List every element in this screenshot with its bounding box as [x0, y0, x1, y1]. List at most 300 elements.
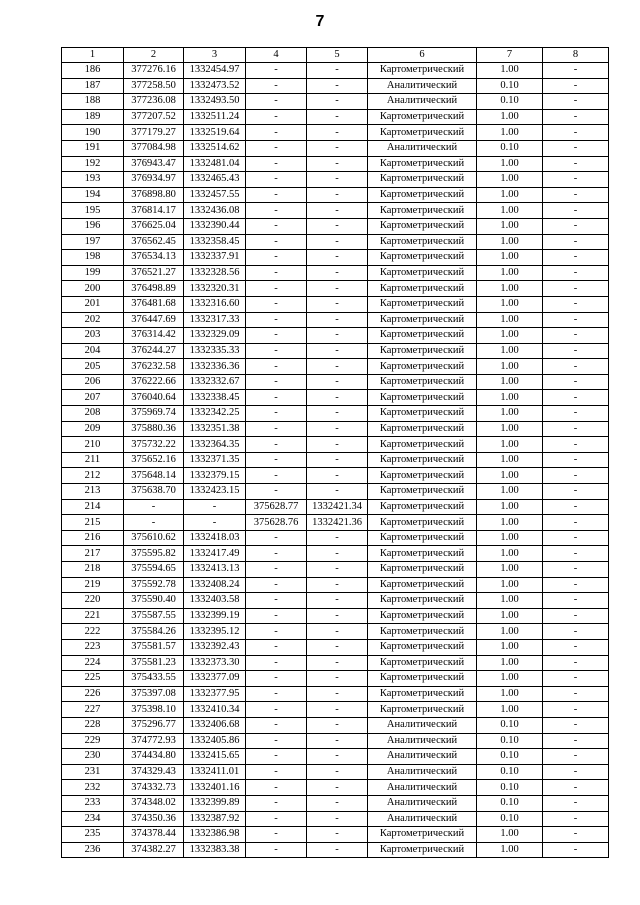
cell-y-coordinate: 1332423.15 — [184, 484, 246, 500]
cell-x-new-coordinate: - — [246, 156, 307, 172]
cell-x-new-coordinate: - — [246, 203, 307, 219]
cell-x-coordinate: 375595.82 — [124, 546, 184, 562]
table-row — [62, 265, 609, 281]
cell-method: Картометрический — [368, 172, 477, 188]
cell-y-new-coordinate: - — [307, 717, 368, 733]
cell-point-number: 186 — [62, 63, 124, 79]
column-header-y-coordinate: 3 — [184, 48, 246, 63]
cell-method: Картометрический — [368, 671, 477, 687]
cell-y-coordinate: 1332358.45 — [184, 234, 246, 250]
cell-point-number: 225 — [62, 671, 124, 687]
table-row — [62, 140, 609, 156]
cell-method: Картометрический — [368, 639, 477, 655]
cell-x-new-coordinate: - — [246, 140, 307, 156]
cell-point-number: 201 — [62, 296, 124, 312]
cell-description: - — [543, 624, 609, 640]
table-row — [62, 94, 609, 110]
table-row — [62, 109, 609, 125]
cell-method: Картометрический — [368, 125, 477, 141]
cell-description: - — [543, 749, 609, 765]
cell-method: Картометрический — [368, 281, 477, 297]
cell-x-coordinate: 376934.97 — [124, 172, 184, 188]
cell-y-coordinate: 1332373.30 — [184, 655, 246, 671]
cell-y-coordinate: 1332457.55 — [184, 187, 246, 203]
cell-method: Картометрический — [368, 842, 477, 858]
cell-point-number: 229 — [62, 733, 124, 749]
cell-accuracy: 1.00 — [477, 842, 543, 858]
cell-x-new-coordinate: - — [246, 546, 307, 562]
cell-method: Картометрический — [368, 421, 477, 437]
cell-y-coordinate: 1332316.60 — [184, 296, 246, 312]
cell-point-number: 236 — [62, 842, 124, 858]
cell-x-coordinate: 376814.17 — [124, 203, 184, 219]
cell-y-coordinate: 1332410.34 — [184, 702, 246, 718]
cell-x-coordinate: 375433.55 — [124, 671, 184, 687]
cell-method: Картометрический — [368, 390, 477, 406]
cell-y-coordinate: 1332454.97 — [184, 63, 246, 79]
cell-point-number: 226 — [62, 686, 124, 702]
cell-y-new-coordinate: - — [307, 577, 368, 593]
cell-point-number: 197 — [62, 234, 124, 250]
table-row — [62, 312, 609, 328]
cell-description: - — [543, 639, 609, 655]
cell-accuracy: 1.00 — [477, 562, 543, 578]
cell-method: Картометрический — [368, 702, 477, 718]
cell-accuracy: 1.00 — [477, 328, 543, 344]
cell-method: Картометрический — [368, 406, 477, 422]
cell-description: - — [543, 359, 609, 375]
cell-point-number: 223 — [62, 639, 124, 655]
cell-y-coordinate: 1332337.91 — [184, 250, 246, 266]
table-row — [62, 655, 609, 671]
cell-x-coordinate: 375610.62 — [124, 530, 184, 546]
cell-x-new-coordinate: - — [246, 577, 307, 593]
cell-y-coordinate: 1332336.36 — [184, 359, 246, 375]
cell-y-new-coordinate: - — [307, 359, 368, 375]
cell-x-coordinate: 374332.73 — [124, 780, 184, 796]
cell-x-new-coordinate: - — [246, 265, 307, 281]
table-row — [62, 686, 609, 702]
table-row — [62, 795, 609, 811]
cell-description: - — [543, 702, 609, 718]
cell-x-new-coordinate: - — [246, 218, 307, 234]
cell-y-coordinate: 1332329.09 — [184, 328, 246, 344]
cell-accuracy: 0.10 — [477, 140, 543, 156]
cell-point-number: 207 — [62, 390, 124, 406]
cell-accuracy: 0.10 — [477, 749, 543, 765]
cell-accuracy: 1.00 — [477, 421, 543, 437]
cell-point-number: 210 — [62, 437, 124, 453]
cell-method: Картометрический — [368, 452, 477, 468]
cell-y-new-coordinate: - — [307, 156, 368, 172]
cell-method: Картометрический — [368, 499, 477, 515]
cell-point-number: 219 — [62, 577, 124, 593]
cell-y-coordinate: 1332511.24 — [184, 109, 246, 125]
cell-y-coordinate: 1332411.01 — [184, 764, 246, 780]
table-row — [62, 187, 609, 203]
cell-y-new-coordinate: - — [307, 764, 368, 780]
cell-point-number: 214 — [62, 499, 124, 515]
cell-x-new-coordinate: - — [246, 686, 307, 702]
cell-y-coordinate: 1332401.16 — [184, 780, 246, 796]
cell-description: - — [543, 764, 609, 780]
cell-x-coordinate: 375732.22 — [124, 437, 184, 453]
cell-point-number: 232 — [62, 780, 124, 796]
cell-description: - — [543, 203, 609, 219]
cell-accuracy: 1.00 — [477, 452, 543, 468]
cell-accuracy: 1.00 — [477, 125, 543, 141]
cell-x-new-coordinate: - — [246, 281, 307, 297]
cell-method: Картометрический — [368, 562, 477, 578]
cell-y-coordinate: 1332415.65 — [184, 749, 246, 765]
cell-x-new-coordinate: - — [246, 63, 307, 79]
table-row — [62, 608, 609, 624]
cell-x-new-coordinate: - — [246, 125, 307, 141]
cell-description: - — [543, 343, 609, 359]
cell-point-number: 190 — [62, 125, 124, 141]
cell-x-new-coordinate: - — [246, 827, 307, 843]
cell-x-coordinate: 375648.14 — [124, 468, 184, 484]
column-header-y-new-coordinate: 5 — [307, 48, 368, 63]
cell-accuracy: 1.00 — [477, 827, 543, 843]
cell-x-new-coordinate: - — [246, 359, 307, 375]
cell-y-new-coordinate: - — [307, 78, 368, 94]
cell-accuracy: 1.00 — [477, 499, 543, 515]
cell-method: Аналитический — [368, 749, 477, 765]
cell-x-coordinate: 376222.66 — [124, 374, 184, 390]
cell-y-new-coordinate: - — [307, 94, 368, 110]
table-row — [62, 156, 609, 172]
cell-accuracy: 1.00 — [477, 702, 543, 718]
table-row — [62, 172, 609, 188]
cell-y-new-coordinate: - — [307, 63, 368, 79]
cell-description: - — [543, 234, 609, 250]
cell-method: Аналитический — [368, 764, 477, 780]
cell-y-coordinate: 1332519.64 — [184, 125, 246, 141]
cell-x-coordinate: 374434.80 — [124, 749, 184, 765]
cell-x-new-coordinate: - — [246, 717, 307, 733]
table-row — [62, 546, 609, 562]
cell-accuracy: 1.00 — [477, 515, 543, 531]
cell-point-number: 224 — [62, 655, 124, 671]
cell-description: - — [543, 312, 609, 328]
cell-method: Картометрический — [368, 374, 477, 390]
cell-method: Картометрический — [368, 156, 477, 172]
cell-accuracy: 1.00 — [477, 296, 543, 312]
cell-accuracy: 1.00 — [477, 655, 543, 671]
table-row — [62, 343, 609, 359]
cell-y-new-coordinate: - — [307, 546, 368, 562]
cell-y-coordinate: 1332338.45 — [184, 390, 246, 406]
table-row — [62, 484, 609, 500]
table-row — [62, 125, 609, 141]
cell-x-new-coordinate: - — [246, 530, 307, 546]
cell-description: - — [543, 655, 609, 671]
cell-method: Аналитический — [368, 78, 477, 94]
cell-y-new-coordinate: - — [307, 484, 368, 500]
cell-point-number: 204 — [62, 343, 124, 359]
cell-y-new-coordinate: - — [307, 296, 368, 312]
cell-method: Картометрический — [368, 187, 477, 203]
cell-description: - — [543, 780, 609, 796]
cell-y-coordinate: - — [184, 515, 246, 531]
cell-y-coordinate: 1332418.03 — [184, 530, 246, 546]
cell-point-number: 209 — [62, 421, 124, 437]
cell-method: Картометрический — [368, 312, 477, 328]
cell-accuracy: 1.00 — [477, 109, 543, 125]
cell-method: Картометрический — [368, 234, 477, 250]
cell-point-number: 196 — [62, 218, 124, 234]
cell-x-new-coordinate: - — [246, 468, 307, 484]
cell-accuracy: 1.00 — [477, 577, 543, 593]
cell-x-coordinate: 377276.16 — [124, 63, 184, 79]
table-row — [62, 749, 609, 765]
cell-x-new-coordinate: - — [246, 406, 307, 422]
cell-x-new-coordinate: - — [246, 671, 307, 687]
cell-point-number: 230 — [62, 749, 124, 765]
cell-point-number: 222 — [62, 624, 124, 640]
cell-point-number: 189 — [62, 109, 124, 125]
cell-y-coordinate: 1332364.35 — [184, 437, 246, 453]
cell-x-new-coordinate: - — [246, 374, 307, 390]
cell-x-new-coordinate: - — [246, 234, 307, 250]
cell-accuracy: 1.00 — [477, 156, 543, 172]
cell-x-new-coordinate: - — [246, 421, 307, 437]
cell-method: Картометрический — [368, 546, 477, 562]
cell-description: - — [543, 608, 609, 624]
cell-point-number: 215 — [62, 515, 124, 531]
table-row — [62, 437, 609, 453]
table-row — [62, 639, 609, 655]
cell-y-new-coordinate: - — [307, 172, 368, 188]
cell-x-new-coordinate: - — [246, 780, 307, 796]
cell-y-new-coordinate: - — [307, 686, 368, 702]
cell-method: Картометрический — [368, 530, 477, 546]
cell-y-new-coordinate: - — [307, 343, 368, 359]
cell-description: - — [543, 452, 609, 468]
header-row — [62, 48, 609, 63]
cell-description: - — [543, 795, 609, 811]
cell-method: Картометрический — [368, 359, 477, 375]
cell-description: - — [543, 842, 609, 858]
cell-x-new-coordinate: - — [246, 764, 307, 780]
cell-x-coordinate: - — [124, 499, 184, 515]
cell-point-number: 234 — [62, 811, 124, 827]
table-row — [62, 390, 609, 406]
cell-y-coordinate: 1332335.33 — [184, 343, 246, 359]
table-row — [62, 842, 609, 858]
cell-x-new-coordinate: - — [246, 749, 307, 765]
table-row — [62, 593, 609, 609]
table-row — [62, 827, 609, 843]
table-row — [62, 671, 609, 687]
cell-method: Аналитический — [368, 795, 477, 811]
cell-y-new-coordinate: - — [307, 125, 368, 141]
cell-x-coordinate: 376943.47 — [124, 156, 184, 172]
cell-x-new-coordinate: - — [246, 94, 307, 110]
cell-point-number: 220 — [62, 593, 124, 609]
cell-description: - — [543, 530, 609, 546]
cell-y-new-coordinate: - — [307, 281, 368, 297]
cell-x-coordinate: 377207.52 — [124, 109, 184, 125]
cell-y-new-coordinate: - — [307, 624, 368, 640]
cell-point-number: 216 — [62, 530, 124, 546]
cell-y-coordinate: 1332399.19 — [184, 608, 246, 624]
cell-y-coordinate: 1332390.44 — [184, 218, 246, 234]
cell-x-coordinate: 375638.70 — [124, 484, 184, 500]
cell-x-coordinate: 375592.78 — [124, 577, 184, 593]
cell-point-number: 227 — [62, 702, 124, 718]
cell-point-number: 218 — [62, 562, 124, 578]
cell-y-coordinate: 1332387.92 — [184, 811, 246, 827]
cell-x-new-coordinate: - — [246, 842, 307, 858]
cell-y-coordinate: 1332395.12 — [184, 624, 246, 640]
cell-description: - — [543, 562, 609, 578]
cell-x-coordinate: 377084.98 — [124, 140, 184, 156]
cell-description: - — [543, 390, 609, 406]
cell-y-coordinate: 1332351.38 — [184, 421, 246, 437]
cell-accuracy: 0.10 — [477, 717, 543, 733]
cell-y-coordinate: 1332473.52 — [184, 78, 246, 94]
cell-accuracy: 1.00 — [477, 172, 543, 188]
cell-method: Картометрический — [368, 593, 477, 609]
cell-accuracy: 1.00 — [477, 343, 543, 359]
cell-accuracy: 0.10 — [477, 811, 543, 827]
cell-method: Картометрический — [368, 328, 477, 344]
cell-point-number: 235 — [62, 827, 124, 843]
cell-y-new-coordinate: - — [307, 328, 368, 344]
cell-description: - — [543, 686, 609, 702]
cell-point-number: 206 — [62, 374, 124, 390]
cell-x-coordinate: 377236.08 — [124, 94, 184, 110]
cell-point-number: 193 — [62, 172, 124, 188]
cell-x-new-coordinate: - — [246, 437, 307, 453]
cell-y-new-coordinate: - — [307, 842, 368, 858]
cell-x-new-coordinate: - — [246, 109, 307, 125]
cell-method: Картометрический — [368, 655, 477, 671]
table-row — [62, 296, 609, 312]
table-row — [62, 562, 609, 578]
cell-description: - — [543, 172, 609, 188]
cell-accuracy: 1.00 — [477, 530, 543, 546]
cell-accuracy: 1.00 — [477, 234, 543, 250]
cell-description: - — [543, 156, 609, 172]
cell-description: - — [543, 406, 609, 422]
cell-x-coordinate: 374350.36 — [124, 811, 184, 827]
cell-description: - — [543, 811, 609, 827]
cell-y-new-coordinate: - — [307, 655, 368, 671]
cell-point-number: 203 — [62, 328, 124, 344]
cell-accuracy: 1.00 — [477, 639, 543, 655]
cell-description: - — [543, 296, 609, 312]
cell-y-new-coordinate: - — [307, 671, 368, 687]
cell-y-new-coordinate: 1332421.34 — [307, 499, 368, 515]
table-row — [62, 515, 609, 531]
cell-method: Картометрический — [368, 63, 477, 79]
cell-y-new-coordinate: - — [307, 218, 368, 234]
cell-x-coordinate: 374348.02 — [124, 795, 184, 811]
cell-accuracy: 1.00 — [477, 671, 543, 687]
cell-description: - — [543, 78, 609, 94]
cell-x-new-coordinate: - — [246, 562, 307, 578]
cell-method: Картометрический — [368, 624, 477, 640]
cell-x-new-coordinate: - — [246, 593, 307, 609]
table-row — [62, 733, 609, 749]
table-row — [62, 624, 609, 640]
cell-y-coordinate: 1332377.09 — [184, 671, 246, 687]
cell-accuracy: 1.00 — [477, 406, 543, 422]
cell-description: - — [543, 125, 609, 141]
table-row — [62, 234, 609, 250]
cell-method: Картометрический — [368, 577, 477, 593]
table-row — [62, 577, 609, 593]
cell-y-new-coordinate: - — [307, 452, 368, 468]
table-row — [62, 78, 609, 94]
cell-accuracy: 1.00 — [477, 281, 543, 297]
cell-accuracy: 1.00 — [477, 374, 543, 390]
cell-x-coordinate: 376040.64 — [124, 390, 184, 406]
cell-accuracy: 0.10 — [477, 780, 543, 796]
cell-y-new-coordinate: - — [307, 608, 368, 624]
cell-point-number: 213 — [62, 484, 124, 500]
cell-accuracy: 0.10 — [477, 764, 543, 780]
table-row — [62, 780, 609, 796]
cell-x-coordinate: 375594.65 — [124, 562, 184, 578]
cell-description: - — [543, 265, 609, 281]
cell-accuracy: 1.00 — [477, 203, 543, 219]
cell-x-new-coordinate: - — [246, 702, 307, 718]
cell-y-new-coordinate: - — [307, 406, 368, 422]
cell-x-coordinate: 376625.04 — [124, 218, 184, 234]
cell-method: Аналитический — [368, 733, 477, 749]
cell-y-new-coordinate: - — [307, 437, 368, 453]
cell-y-new-coordinate: - — [307, 795, 368, 811]
page-number: 7 — [315, 13, 325, 30]
table-row — [62, 359, 609, 375]
cell-x-coordinate: 374772.93 — [124, 733, 184, 749]
cell-x-new-coordinate: - — [246, 811, 307, 827]
cell-method: Картометрический — [368, 203, 477, 219]
cell-y-coordinate: 1332514.62 — [184, 140, 246, 156]
cell-y-coordinate: 1332465.43 — [184, 172, 246, 188]
coordinates-table — [61, 47, 609, 858]
cell-x-new-coordinate: - — [246, 733, 307, 749]
cell-y-new-coordinate: - — [307, 109, 368, 125]
cell-accuracy: 1.00 — [477, 686, 543, 702]
cell-x-new-coordinate: - — [246, 312, 307, 328]
cell-x-coordinate: 374329.43 — [124, 764, 184, 780]
cell-y-new-coordinate: - — [307, 250, 368, 266]
cell-point-number: 195 — [62, 203, 124, 219]
cell-x-coordinate: 375581.23 — [124, 655, 184, 671]
cell-x-new-coordinate: - — [246, 296, 307, 312]
cell-x-new-coordinate: - — [246, 639, 307, 655]
cell-y-coordinate: 1332386.98 — [184, 827, 246, 843]
cell-accuracy: 1.00 — [477, 468, 543, 484]
cell-description: - — [543, 250, 609, 266]
table-row — [62, 281, 609, 297]
cell-x-coordinate: 376232.58 — [124, 359, 184, 375]
cell-x-coordinate: 376898.80 — [124, 187, 184, 203]
cell-x-new-coordinate: - — [246, 78, 307, 94]
cell-method: Картометрический — [368, 218, 477, 234]
table-row — [62, 764, 609, 780]
cell-x-coordinate: 376314.42 — [124, 328, 184, 344]
cell-y-coordinate: 1332342.25 — [184, 406, 246, 422]
cell-x-coordinate: 374378.44 — [124, 827, 184, 843]
cell-y-new-coordinate: - — [307, 374, 368, 390]
cell-y-coordinate: 1332493.50 — [184, 94, 246, 110]
